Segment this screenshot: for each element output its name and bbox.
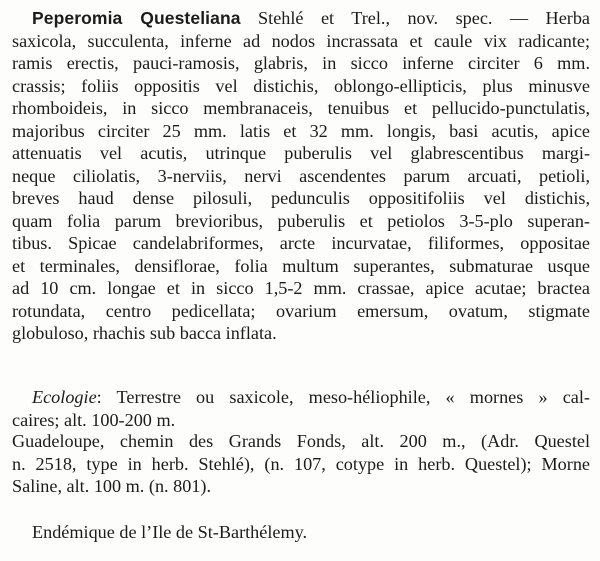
- ecology-text: : Terrestre ou saxicole, meso-héliophile, « mornes » cal-: [96, 387, 590, 407]
- description-line: attenuatis vel acutis, utrinque puberulis vel glabrescentibus margi-: [12, 143, 590, 163]
- description-line: ad 10 cm. longae et in sicco 1,5-2 mm. crassae, apice acutae; bractea: [12, 278, 590, 298]
- species-description: [12, 7, 590, 345]
- description-line: tibus. Spicae candelabriformes, arcte incurvatae, filiformes, oppositae: [12, 233, 590, 253]
- description-line: majoribus circiter 25 mm. latis et 32 mm. longis, basi acutis, apice: [12, 120, 590, 141]
- description-line: globuloso, rhachis sub bacca inflata.: [12, 323, 277, 343]
- description-line: et terminales, densiflorae, folia multum superantes, submaturae usque: [12, 255, 590, 276]
- description-line: rotundata, centro pedicellata; ovarium emersum, ovatum, stigmate: [12, 300, 590, 321]
- locality-section: [12, 430, 590, 498]
- endemism-section: [12, 521, 590, 544]
- description-first-line: [12, 7, 590, 30]
- description-line: breves haud dense pilosuli, pedunculis oppositifoliis vel distichis,: [12, 188, 590, 208]
- locality-line: Saline, alt. 100 m. (n. 801).: [12, 476, 212, 496]
- description-line: rhomboideis, in sicco membranaceis, tenuibus et pellucido-punctulatis,: [12, 98, 590, 118]
- ecology-section: [12, 386, 590, 431]
- description-line: crassis; foliis oppositis vel distichis, oblongo-ellipticis, plus minusve: [12, 75, 590, 96]
- locality-line: Guadeloupe, chemin des Grands Fonds, alt. 200 m., (Adr. Questel: [12, 431, 590, 451]
- description-line: ramis erectis, pauci-ramosis, glabris, in sicco inferne circiter 6 mm.: [12, 53, 590, 73]
- locality-line: n. 2518, type in herb. Stehlé), (n. 107, cotype in herb. Questel); Morne: [12, 453, 590, 474]
- author-note: Stehlé et Trel., nov. spec. — Herba: [258, 8, 590, 28]
- description-line: saxicola, succulenta, inferne ad nodos incrassata et caule vix radicante;: [12, 30, 590, 51]
- ecology-label: Ecologie: [32, 387, 97, 407]
- description-line: quam folia parum brevioribus, puberulis et petiolos 3-5-plo superan-: [12, 210, 590, 231]
- ecology-line: caires; alt. 100-200 m.: [12, 409, 176, 430]
- ecology-first-line: [12, 386, 590, 409]
- endemism-line: Endémique de l’Ile de St-Barthélemy.: [32, 522, 308, 542]
- species-title: Peperomia Questeliana: [32, 8, 241, 28]
- description-line: neque ciliolatis, 3-nerviis, nervi ascendentes parum arcuati, petioli,: [12, 165, 590, 186]
